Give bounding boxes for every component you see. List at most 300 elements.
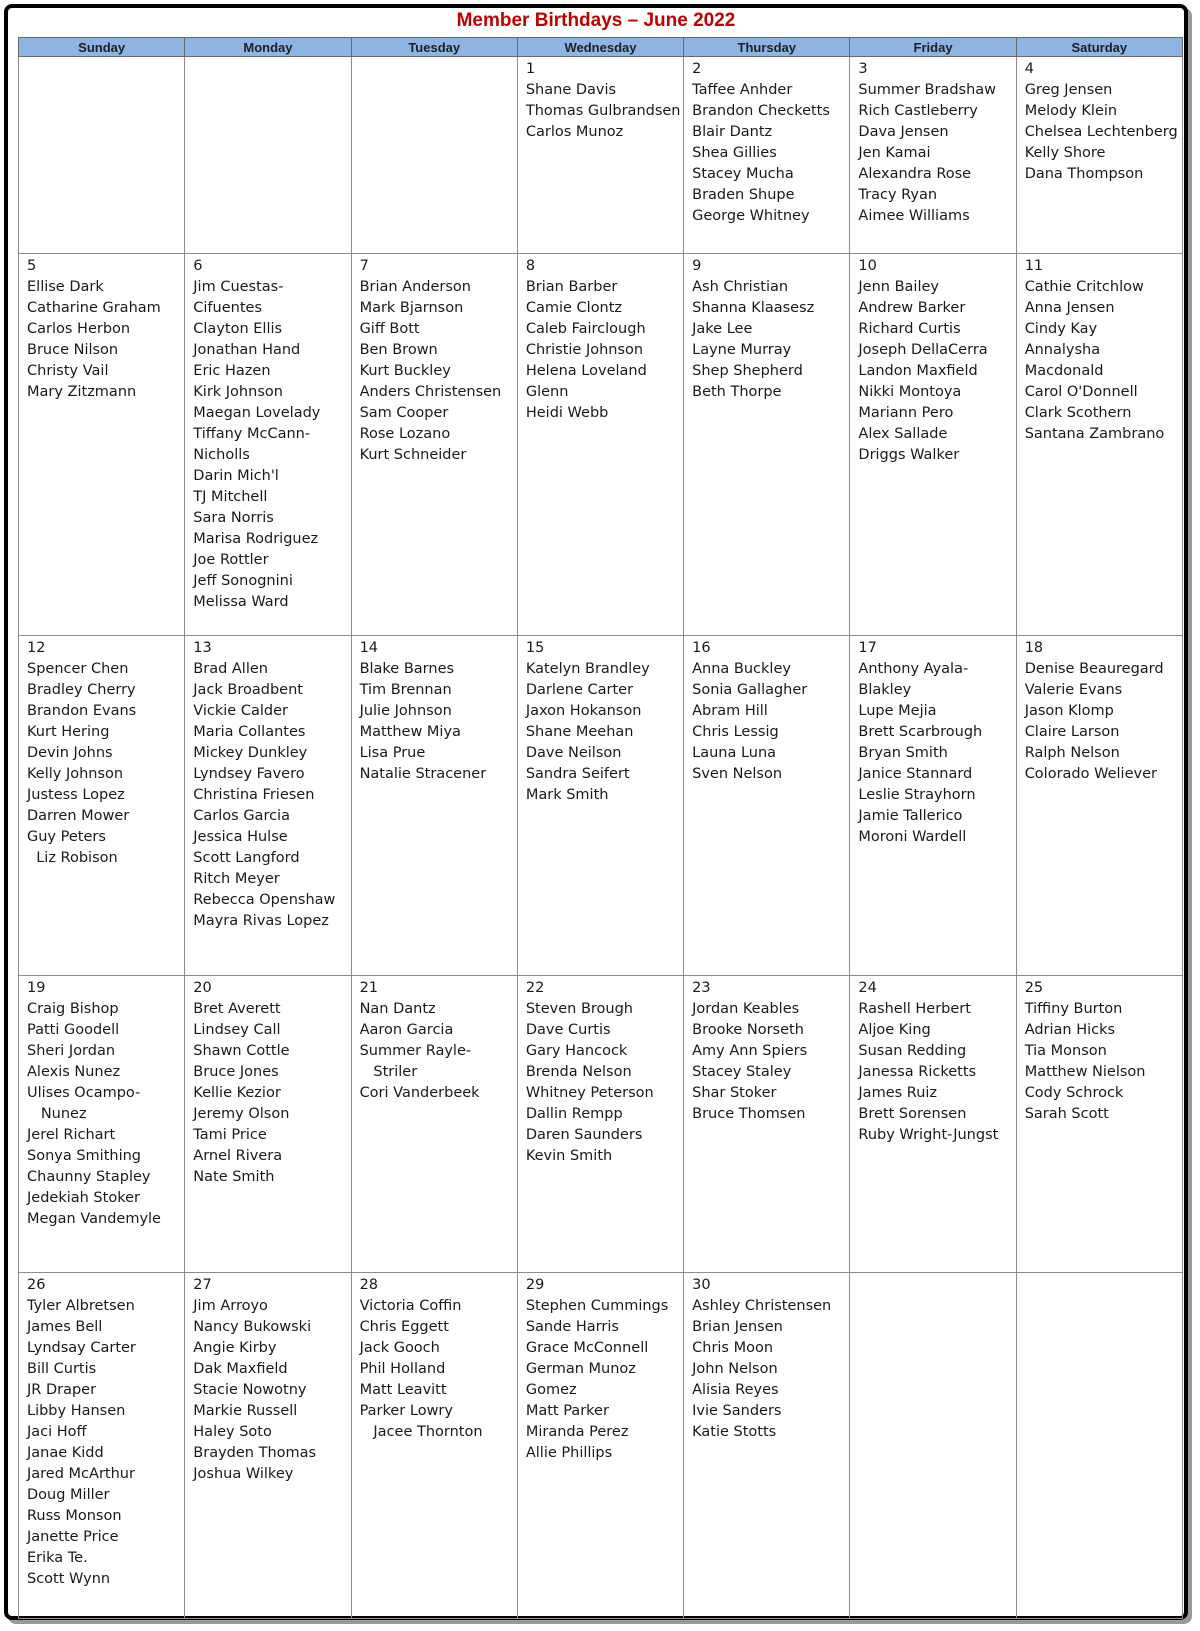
birthday-name: Blakley	[858, 681, 912, 698]
weekday-header-friday: Friday	[850, 38, 1016, 57]
birthday-name: Markie Russell	[193, 1403, 298, 1420]
birthday-name: Scott Wynn	[27, 1571, 111, 1588]
birthday-name: Allie Phillips	[525, 1445, 613, 1462]
birthday-name: Darren Mower	[27, 807, 130, 824]
birthday-name: Katelyn Brandley	[525, 660, 650, 677]
birthday-name: Brian Anderson	[359, 278, 471, 295]
birthday-name: Stacie Nowotny	[193, 1382, 307, 1399]
birthday-name: Jaxon Hokanson	[525, 702, 642, 719]
birthday-name: Jeff Sonognini	[193, 572, 293, 589]
birthday-name: Stacey Mucha	[692, 166, 794, 182]
birthday-name: Miranda Perez	[525, 1424, 629, 1441]
birthday-name: Annalysha	[1024, 341, 1101, 358]
birthday-name: Brenda Nelson	[525, 1063, 632, 1080]
birthday-name: Bruce Thomsen	[692, 1105, 806, 1122]
birthday-name: Jamie Tallerico	[858, 807, 963, 824]
day-number: 15	[525, 639, 545, 656]
birthday-name: Eric Hazen	[193, 362, 271, 379]
birthday-name: Devin Johns	[27, 744, 113, 761]
birthday-name: Brooke Norseth	[692, 1021, 804, 1038]
day-cell	[517, 975, 683, 1272]
birthday-name: Janice Stannard	[858, 765, 973, 782]
birthday-name: JR Draper	[27, 1382, 97, 1399]
day-cell	[684, 975, 850, 1272]
birthday-name: Parker Lowry	[359, 1403, 453, 1420]
birthday-name: Anna Buckley	[692, 660, 791, 677]
day-number: 2	[692, 61, 702, 77]
birthday-name: Justess Lopez	[27, 786, 125, 803]
day-number: 14	[359, 639, 379, 656]
day-number: 29	[525, 1277, 545, 1294]
day-number: 25	[1024, 979, 1044, 996]
birthday-name: Cindy Kay	[1024, 320, 1098, 337]
birthday-name: Brandon Checketts	[692, 103, 830, 119]
birthday-name: Valerie Evans	[1024, 681, 1123, 698]
birthday-name: Landon Maxfield	[858, 362, 978, 379]
birthday-name: Anders Christensen	[359, 383, 502, 400]
day-cell	[517, 635, 683, 975]
day-number: 21	[359, 979, 379, 996]
birthday-name: Dave Curtis	[525, 1021, 611, 1038]
birthday-name: Braden Shupe	[692, 187, 795, 203]
birthday-name: Shar Stoker	[692, 1084, 777, 1101]
birthday-name: Natalie Stracener	[359, 765, 487, 782]
birthday-name: Jen Kamai	[858, 145, 931, 161]
birthday-name: Alexandra Rose	[858, 166, 972, 182]
birthday-name: Clayton Ellis	[193, 320, 283, 337]
birthday-name: Spencer Chen	[27, 660, 129, 677]
birthday-name: Gary Hancock	[525, 1042, 628, 1059]
birthday-name: Ulises Ocampo-	[27, 1084, 141, 1101]
birthday-name: Ivie Sanders	[692, 1403, 782, 1420]
birthday-name: Brett Sorensen	[858, 1105, 967, 1122]
day-cell	[1016, 635, 1182, 975]
birthday-name: Cody Schrock	[1024, 1084, 1124, 1101]
weekday-header-tuesday: Tuesday	[351, 38, 517, 57]
birthday-name: Chris Lessig	[692, 723, 779, 740]
day-number: 17	[858, 639, 877, 656]
day-number: 20	[193, 979, 212, 996]
birthday-name: Blake Barnes	[359, 660, 455, 677]
birthday-name: Phil Holland	[359, 1361, 446, 1378]
birthday-name: Susan Redding	[858, 1042, 967, 1059]
birthday-name: Mark Smith	[525, 786, 609, 803]
day-number: 4	[1024, 61, 1034, 77]
birthday-name: Chris Moon	[692, 1340, 774, 1357]
birthday-name: Aimee Williams	[858, 208, 970, 224]
birthday-name: Mark Bjarnson	[359, 299, 464, 316]
birthday-name: Lindsey Call	[193, 1021, 281, 1038]
birthday-name: Alex Sallade	[858, 425, 948, 442]
birthday-name: Blair Dantz	[692, 124, 773, 140]
birthday-name: Bradley Cherry	[27, 681, 136, 698]
birthday-name: Aljoe King	[858, 1021, 931, 1038]
birthday-name: Sam Cooper	[359, 404, 449, 421]
birthday-name: Lupe Mejia	[858, 702, 937, 719]
birthday-name: Carol O'Donnell	[1024, 383, 1138, 400]
day-cell	[850, 57, 1016, 254]
day-cell	[19, 57, 185, 254]
day-number: 22	[525, 979, 545, 996]
day-number: 7	[359, 257, 369, 274]
birthday-name: Bruce Nilson	[27, 341, 119, 358]
weekday-header-monday: Monday	[185, 38, 351, 57]
birthday-name: Daren Saunders	[525, 1126, 643, 1143]
birthday-name: Kurt Hering	[27, 723, 110, 740]
day-cell	[185, 975, 351, 1272]
birthday-name: Nate Smith	[193, 1168, 275, 1185]
birthday-name: Richard Curtis	[858, 320, 961, 337]
birthday-name: Brayden Thomas	[193, 1445, 317, 1462]
birthday-name: Jim Arroyo	[193, 1298, 268, 1315]
birthday-name: Christina Friesen	[193, 786, 315, 803]
birthday-name: Maria Collantes	[193, 723, 306, 740]
birthday-name: Greg Jensen	[1024, 82, 1113, 98]
day-number: 6	[193, 257, 203, 274]
birthday-name: Matthew Miya	[359, 723, 461, 740]
birthday-name: Brian Barber	[525, 278, 618, 295]
day-cell	[19, 1273, 185, 1619]
page-title: Member Birthdays – June 2022	[456, 10, 736, 31]
birthday-name: Jordan Keables	[692, 1000, 800, 1017]
birthday-name: Guy Peters	[27, 828, 106, 845]
day-cell	[351, 253, 517, 635]
birthday-name: Shea Gillies	[692, 145, 777, 161]
day-number: 19	[27, 979, 46, 996]
birthday-name: Jared McArthur	[27, 1466, 135, 1483]
birthday-name: Kurt Schneider	[359, 446, 467, 463]
birthday-name: Kirk Johnson	[193, 383, 283, 400]
day-cell	[517, 1273, 683, 1619]
week-row	[19, 635, 1183, 975]
birthday-name: Jaci Hoff	[27, 1424, 87, 1441]
week-row	[19, 1273, 1183, 1619]
birthday-name: Christie Johnson	[525, 341, 644, 358]
birthday-name: Abram Hill	[692, 702, 768, 719]
birthday-name: Chelsea Lechtenberg	[1024, 124, 1178, 140]
birthday-name: Vickie Calder	[193, 702, 288, 719]
birthday-name: Helena Loveland	[525, 362, 647, 379]
birthday-name: Ashley Christensen	[692, 1298, 832, 1315]
birthday-name: Jason Klomp	[1024, 702, 1114, 719]
day-cell	[185, 57, 351, 254]
day-number: 26	[27, 1277, 46, 1294]
birthday-name: John Nelson	[692, 1361, 778, 1378]
birthday-name: German Munoz	[525, 1361, 636, 1378]
birthday-name: Jonathan Hand	[193, 341, 301, 358]
birthday-name: Ruby Wright-Jungst	[858, 1126, 999, 1143]
day-cell	[19, 635, 185, 975]
calendar-grid	[18, 37, 1183, 1619]
birthday-name: Arnel Rivera	[193, 1147, 283, 1164]
day-cell	[1016, 57, 1182, 254]
week-row	[19, 57, 1183, 254]
birthday-name: Joseph DellaCerra	[858, 341, 988, 358]
day-cell	[684, 635, 850, 975]
birthday-name: Clark Scothern	[1024, 404, 1132, 421]
birthday-name: Bret Averett	[193, 1000, 281, 1017]
birthday-name: Janessa Ricketts	[858, 1063, 977, 1080]
birthday-name: Carlos Munoz	[525, 124, 624, 140]
birthday-name: Jim Cuestas-	[193, 278, 284, 295]
birthday-name: Tia Monson	[1024, 1042, 1107, 1059]
birthday-name: Melody Klein	[1024, 103, 1118, 119]
day-number: 3	[858, 61, 868, 77]
birthday-name: Sheri Jordan	[27, 1042, 116, 1059]
day-cell	[351, 975, 517, 1272]
birthday-name: Mickey Dunkley	[193, 744, 308, 761]
birthday-name: Sarah Scott	[1024, 1105, 1109, 1122]
day-number: 27	[193, 1277, 212, 1294]
birthday-name: Scott Langford	[193, 849, 300, 866]
birthday-name: Ash Christian	[692, 278, 789, 295]
day-cell	[850, 975, 1016, 1272]
birthday-name: Joshua Wilkey	[193, 1466, 294, 1483]
birthday-name: Patti Goodell	[27, 1021, 120, 1038]
birthday-name: Dallin Rempp	[525, 1105, 623, 1122]
birthday-name: Christy Vail	[27, 362, 109, 379]
birthday-name: Mayra Rivas Lopez	[193, 912, 329, 929]
day-number: 24	[858, 979, 877, 996]
birthday-name: Summer Rayle-	[359, 1042, 472, 1059]
birthday-name: Matt Leavitt	[359, 1382, 447, 1399]
day-number: 18	[1024, 639, 1044, 656]
week-row	[19, 975, 1183, 1272]
birthday-name: Haley Soto	[193, 1424, 272, 1441]
birthday-name: Dak Maxfield	[193, 1361, 288, 1378]
birthday-name: Stacey Staley	[692, 1063, 792, 1080]
birthday-name: Julie Johnson	[359, 702, 452, 719]
birthday-name: Lisa Prue	[359, 744, 426, 761]
birthday-name: Shanna Klaasesz	[692, 299, 815, 316]
birthday-name: Claire Larson	[1024, 723, 1120, 740]
birthday-name: Ritch Meyer	[193, 870, 280, 887]
birthday-name: Brian Jensen	[692, 1319, 783, 1336]
day-cell	[1016, 975, 1182, 1272]
day-number: 28	[359, 1277, 379, 1294]
birthday-name: Rashell Herbert	[858, 1000, 971, 1017]
birthday-name: Whitney Peterson	[525, 1084, 654, 1101]
day-cell	[684, 1273, 850, 1619]
birthday-name: Steven Brough	[525, 1000, 634, 1017]
birthday-name: Sara Norris	[193, 509, 274, 526]
birthday-name: Moroni Wardell	[858, 828, 967, 845]
birthday-name: James Bell	[27, 1319, 103, 1336]
birthday-name: Jack Gooch	[359, 1340, 440, 1357]
birthday-name: Nunez	[27, 1105, 87, 1122]
birthday-name: Darin Mich'l	[193, 467, 279, 484]
birthday-name: Cori Vanderbeek	[359, 1084, 480, 1101]
birthday-name: Anthony Ayala-	[858, 660, 969, 677]
birthday-name: Dana Thompson	[1024, 166, 1144, 182]
day-cell	[850, 635, 1016, 975]
day-cell	[684, 253, 850, 635]
birthday-name: Carlos Garcia	[193, 807, 290, 824]
birthday-name: Shawn Cottle	[193, 1042, 290, 1059]
birthday-name: Sonya Smithing	[27, 1147, 141, 1164]
birthday-name: TJ Mitchell	[193, 488, 268, 505]
day-number: 23	[692, 979, 711, 996]
birthday-name: Alisia Reyes	[692, 1382, 779, 1399]
birthday-name: Heidi Webb	[525, 404, 609, 421]
birthday-name: Maegan Lovelady	[193, 404, 321, 421]
day-cell	[351, 57, 517, 254]
birthday-name: Matt Parker	[525, 1403, 609, 1420]
birthday-name: Janae Kidd	[27, 1445, 104, 1462]
day-number: 13	[193, 639, 212, 656]
birthday-name: Grace McConnell	[525, 1340, 649, 1357]
birthday-name: Erika Te.	[27, 1550, 88, 1567]
birthday-name: Brett Scarbrough	[858, 723, 983, 740]
birthday-name: Launa Luna	[692, 744, 777, 761]
day-number: 8	[525, 257, 536, 274]
birthday-name: Denise Beauregard	[1024, 660, 1164, 677]
birthday-name: Darlene Carter	[525, 681, 634, 698]
birthday-name: Jedekiah Stoker	[27, 1189, 140, 1206]
birthday-name: Camie Clontz	[525, 299, 623, 316]
birthday-name: Andrew Barker	[858, 299, 966, 316]
birthday-name: Craig Bishop	[27, 1000, 119, 1017]
birthday-name: Catharine Graham	[27, 299, 161, 316]
birthday-name: Stephen Cummings	[525, 1298, 669, 1315]
birthday-name: Libby Hansen	[27, 1403, 126, 1420]
birthday-name: Nancy Bukowski	[193, 1319, 312, 1336]
birthday-name: Alexis Nunez	[27, 1063, 121, 1080]
birthday-name: Dave Neilson	[525, 744, 622, 761]
weekday-header-row	[19, 38, 1183, 57]
birthday-name: Kevin Smith	[525, 1147, 613, 1164]
birthday-name: Janette Price	[27, 1529, 119, 1546]
birthday-name: Sande Harris	[525, 1319, 619, 1336]
birthday-name: Jeremy Olson	[193, 1105, 290, 1122]
weekday-header-thursday: Thursday	[684, 38, 850, 57]
birthday-name: Matthew Nielson	[1024, 1063, 1146, 1080]
birthday-name: Chris Eggett	[359, 1319, 449, 1336]
birthday-name: Bryan Smith	[858, 744, 948, 761]
birthday-name: Carlos Herbon	[27, 320, 131, 337]
birthday-name: Lyndsay Carter	[27, 1340, 136, 1357]
birthday-name: Bruce Jones	[193, 1063, 279, 1080]
birthday-name: Beth Thorpe	[692, 383, 782, 400]
birthday-name: Jenn Bailey	[858, 278, 939, 295]
day-cell	[185, 635, 351, 975]
day-cell	[850, 253, 1016, 635]
day-cell	[517, 253, 683, 635]
birthday-name: Tyler Albretsen	[27, 1298, 135, 1315]
birthday-name: Bill Curtis	[27, 1361, 97, 1378]
birthday-name: Russ Monson	[27, 1508, 122, 1525]
birthday-name: Ralph Nelson	[1024, 744, 1120, 761]
birthday-name: Leslie Strayhorn	[858, 786, 976, 803]
birthday-name: Shane Meehan	[525, 723, 634, 740]
day-number: 12	[27, 639, 46, 656]
week-row	[19, 253, 1183, 635]
birthday-name: Kelly Johnson	[27, 765, 124, 782]
birthday-name: Amy Ann Spiers	[692, 1042, 808, 1059]
birthday-name: Rose Lozano	[359, 425, 451, 442]
birthday-name: Santana Zambrano	[1024, 425, 1165, 442]
day-number: 5	[27, 257, 37, 274]
birthday-name: Ben Brown	[359, 341, 438, 358]
birthday-name: Gomez	[525, 1382, 577, 1399]
birthday-name: Driggs Walker	[858, 446, 960, 463]
birthday-name: Lyndsey Favero	[193, 765, 305, 782]
birthday-name: Nicholls	[193, 446, 250, 463]
day-cell	[351, 1273, 517, 1619]
birthday-name: Jake Lee	[692, 320, 753, 337]
birthday-name: Sonia Gallagher	[692, 681, 808, 698]
day-number: 9	[692, 257, 702, 274]
day-cell	[19, 253, 185, 635]
birthday-name: Jack Broadbent	[193, 681, 303, 698]
day-cell	[850, 1273, 1016, 1619]
birthday-name: Mary Zitzmann	[27, 383, 137, 400]
birthday-name: George Whitney	[692, 208, 810, 224]
birthday-name: Rebecca Openshaw	[193, 891, 336, 908]
birthday-name: Victoria Coffin	[359, 1298, 462, 1315]
birthday-name: Shep Shepherd	[692, 362, 803, 379]
birthday-name: Jerel Richart	[27, 1126, 116, 1143]
birthday-name: Giff Bott	[359, 320, 420, 337]
birthday-name: Sven Nelson	[692, 765, 783, 782]
birthday-name: Nikki Montoya	[858, 383, 962, 400]
birthday-name: Sandra Seifert	[525, 765, 630, 782]
birthday-name: Chaunny Stapley	[27, 1168, 151, 1185]
birthday-name: Kellie Kezior	[193, 1084, 281, 1101]
day-cell	[185, 253, 351, 635]
birthday-name: Tracy Ryan	[858, 187, 938, 203]
day-cell	[1016, 253, 1182, 635]
birthday-name: Tami Price	[193, 1126, 267, 1143]
birthday-name: Taffee Anhder	[692, 82, 793, 98]
birthday-name: Rich Castleberry	[858, 103, 978, 119]
birthday-name: Thomas Gulbrandsen	[525, 103, 681, 119]
birthday-name: Anna Jensen	[1024, 299, 1115, 316]
birthday-name: Megan Vandemyle	[27, 1210, 161, 1227]
day-number: 10	[858, 257, 877, 274]
birthday-name: Liz Robison	[27, 849, 118, 866]
birthday-name: Cathie Critchlow	[1024, 278, 1144, 295]
birthday-name: Glenn	[525, 383, 569, 400]
birthday-name: Ellise Dark	[27, 278, 104, 295]
birthday-name: Kelly Shore	[1024, 145, 1106, 161]
day-cell	[517, 57, 683, 254]
birthday-name: Brandon Evans	[27, 702, 137, 719]
day-number: 1	[525, 61, 536, 77]
birthday-name: Striler	[359, 1063, 418, 1080]
birthday-name: Mariann Pero	[858, 404, 954, 421]
birthday-name: Marisa Rodriguez	[193, 530, 319, 547]
birthday-name: Kurt Buckley	[359, 362, 451, 379]
birthday-name: Doug Miller	[27, 1487, 110, 1504]
day-cell	[19, 975, 185, 1272]
birthday-name: Melissa Ward	[193, 593, 289, 610]
birthday-name: Jessica Hulse	[193, 828, 288, 845]
birthday-name: Adrian Hicks	[1024, 1021, 1116, 1038]
birthday-name: Joe Rottler	[193, 551, 269, 568]
day-cell	[1016, 1273, 1182, 1619]
day-cell	[185, 1273, 351, 1619]
birthday-name: Summer Bradshaw	[858, 82, 997, 98]
birthday-name: Macdonald	[1024, 362, 1104, 379]
birthday-name: Shane Davis	[525, 82, 617, 98]
day-cell	[684, 57, 850, 254]
weekday-header-saturday: Saturday	[1016, 38, 1182, 57]
birthday-name: Layne Murray	[692, 341, 792, 358]
birthday-name: Tiffiny Burton	[1024, 1000, 1123, 1017]
weekday-header-wednesday: Wednesday	[517, 38, 683, 57]
day-number: 30	[692, 1277, 711, 1294]
